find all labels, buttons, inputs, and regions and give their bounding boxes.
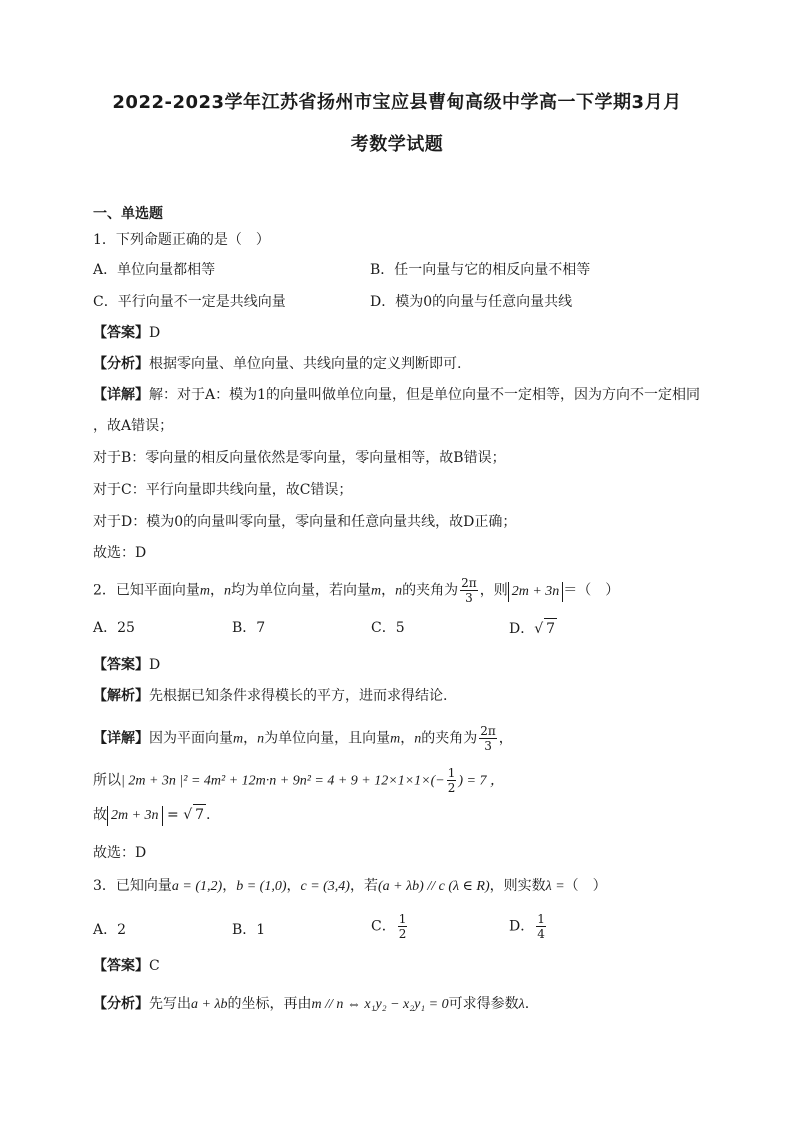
q2-stem-sep: ， [381, 582, 396, 599]
option-fraction [536, 912, 546, 941]
vector-n: n [414, 731, 422, 747]
vector-n: n [257, 731, 265, 747]
vector-c: c = (3,4) [300, 879, 350, 894]
abs-expression: 2m + 3n [107, 806, 163, 826]
q2-option-b: B．7 [232, 620, 266, 636]
q2-stem-text: ＝（ ） [563, 582, 620, 599]
hence-prefix: 故 [93, 807, 107, 823]
q3-stem-sep: ， [286, 878, 301, 894]
vector-m: m [233, 731, 244, 747]
q1-analysis [93, 354, 461, 374]
answer-tag: 【答案】 [93, 657, 149, 673]
doc-title-line1: 2022-2023学年江苏省扬州市宝应县曹甸高级中学高一下学期3月月 [112, 92, 682, 113]
answer-tag: 【答案】 [93, 325, 149, 341]
fraction-numerator: 2π [461, 576, 477, 590]
fraction-denominator: 2 [447, 781, 456, 795]
sqrt-value: 7 [544, 618, 557, 639]
detail-tag: 【详解】 [93, 730, 149, 747]
q1-stem: 1．下列命题正确的是（ ） [93, 232, 270, 248]
q3-answer [93, 956, 160, 976]
q3-option-b: B．1 [232, 922, 266, 938]
equals-sign: = [167, 807, 179, 823]
q3-stem-text: （ ） [564, 878, 607, 894]
q1-option-d: D．模为0的向量与任意向量共线 [370, 294, 573, 310]
angle-fraction [479, 724, 497, 753]
analysis-text: 根据零向量、单位向量、共线向量的定义判断即可. [149, 356, 462, 372]
q2-option-d: D．√ 7 [509, 618, 557, 639]
q3-option-c [371, 912, 409, 941]
option-fraction [398, 912, 408, 941]
q1-choose: 故选：D [93, 545, 147, 561]
q1-option-a: A．单位向量都相等 [93, 262, 216, 278]
q3-stem-text: ，则实数 [489, 878, 546, 894]
angle-fraction [460, 576, 478, 605]
q3-stem [93, 876, 607, 897]
option-prefix: D． [509, 621, 535, 637]
so-expression: | 2m + 3n |² = 4m² + 12m·n + 9n² = 4 + 9 + 12×1×1×(− [121, 773, 445, 789]
fraction-numerator: 1 [447, 766, 456, 780]
fraction-numerator: 1 [398, 912, 407, 926]
q3-stem-text: 3．已知向量 [93, 878, 172, 894]
vector-b: b = (1,0) [236, 879, 287, 894]
vector-n: n [224, 583, 232, 599]
q1-detail-line3: 对于B：零向量的相反向量依然是零向量，零向量相等，故B错误； [93, 450, 506, 466]
answer-tag: 【答案】 [93, 958, 149, 974]
vector-m: m [199, 583, 211, 599]
detail-text: 解：对于A：模为1的向量叫做单位向量，但是单位向量不一定相等，因为方向不一定相同 [149, 387, 701, 403]
vector-n: n [395, 583, 403, 599]
analysis-text: 可求得参数 [448, 996, 519, 1012]
detail-text: 因为平面向量 [149, 730, 233, 747]
detail-text: 为单位向量，且向量 [264, 730, 391, 747]
q3-analysis [93, 994, 529, 1015]
so-prefix: 所以 [93, 772, 121, 789]
q2-stem-text: 2．已知平面向量 [93, 582, 200, 599]
analysis-tag: 【解析】 [93, 688, 149, 704]
analysis-expression: a + λb [191, 997, 228, 1012]
half-fraction [447, 766, 457, 795]
q1-detail-line5: 对于D：模为0的向量叫零向量，零向量和任意向量共线，故D正确； [93, 514, 517, 530]
q2-stem-sep: ， [210, 582, 225, 599]
answer-value: D [149, 657, 161, 673]
fraction-denominator: 4 [537, 927, 545, 941]
detail-sep: ， [498, 730, 513, 747]
detail-tag: 【详解】 [93, 387, 149, 403]
q2-hence-line: 故 2m + 3n = √ 7 . [93, 804, 211, 826]
analysis-text: 先写出 [149, 996, 191, 1012]
fraction-denominator: 3 [465, 591, 473, 605]
analysis-lambda: λ [518, 997, 525, 1012]
parallel-condition: (a + λb) // c (λ ∈ R) [377, 879, 490, 894]
q2-answer [93, 655, 160, 675]
q1-answer [93, 323, 160, 343]
fraction-denominator: 3 [484, 739, 492, 753]
q2-analysis [93, 686, 447, 706]
lambda-equals: λ = [545, 879, 565, 894]
sqrt-value: 7 [193, 804, 206, 825]
abs-expression: 2m + 3n [508, 582, 564, 602]
answer-value: D [149, 325, 161, 341]
q2-stem-text: 的夹角为 [402, 582, 459, 599]
analysis-end: . [524, 996, 530, 1012]
detail-text: 的夹角为 [421, 730, 478, 747]
vector-m: m [371, 583, 382, 599]
option-prefix: C． [371, 918, 396, 935]
q2-detail [93, 724, 513, 753]
option-prefix: D． [509, 918, 535, 935]
q1-detail-line4: 对于C：平行向量即共线向量，故C错误； [93, 482, 353, 498]
q2-stem-text: ，则 [479, 582, 508, 599]
q3-stem-text: ，若 [349, 878, 378, 894]
doc-title-line2: 考数学试题 [350, 134, 444, 155]
fraction-denominator: 2 [398, 927, 407, 941]
fraction-numerator: 2π [480, 724, 496, 738]
analysis-text: 的坐标，再由 [227, 996, 312, 1012]
hence-end: . [206, 807, 211, 823]
vector-a: a = (1,2) [171, 879, 223, 894]
q1-option-c: C．平行向量不一定是共线向量 [93, 294, 286, 310]
q2-stem-text: 均为单位向量，若向量 [231, 582, 372, 599]
q3-option-d [509, 912, 548, 941]
analysis-text: 先根据已知条件求得模长的平方，进而求得结论. [149, 688, 448, 704]
q3-option-a: A．2 [93, 922, 127, 938]
detail-sep: ， [243, 730, 258, 747]
q2-option-a: A．25 [93, 620, 135, 636]
analysis-tag: 【分析】 [93, 356, 149, 372]
q3-stem-sep: ， [222, 878, 237, 894]
analysis-tag: 【分析】 [93, 996, 149, 1012]
answer-value: C [149, 958, 160, 974]
q2-choose: 故选：D [93, 845, 147, 861]
analysis-expression: m // n ⇔ x₁y₂ − x₂y₁ = 0 [311, 997, 449, 1012]
q2-stem [93, 576, 619, 605]
vector-m: m [390, 731, 401, 747]
fraction-numerator: 1 [537, 912, 545, 926]
q1-option-b: B．任一向量与它的相反向量不相等 [370, 262, 591, 278]
section-heading: 一、单选题 [93, 206, 163, 222]
detail-sep: ， [400, 730, 415, 747]
q2-so-line [93, 766, 504, 795]
q1-detail-line2: ，故A错误； [93, 418, 174, 434]
q2-option-c: C．5 [371, 620, 405, 636]
so-end: ) = 7 ， [458, 773, 504, 789]
q1-detail-line1 [93, 385, 700, 405]
